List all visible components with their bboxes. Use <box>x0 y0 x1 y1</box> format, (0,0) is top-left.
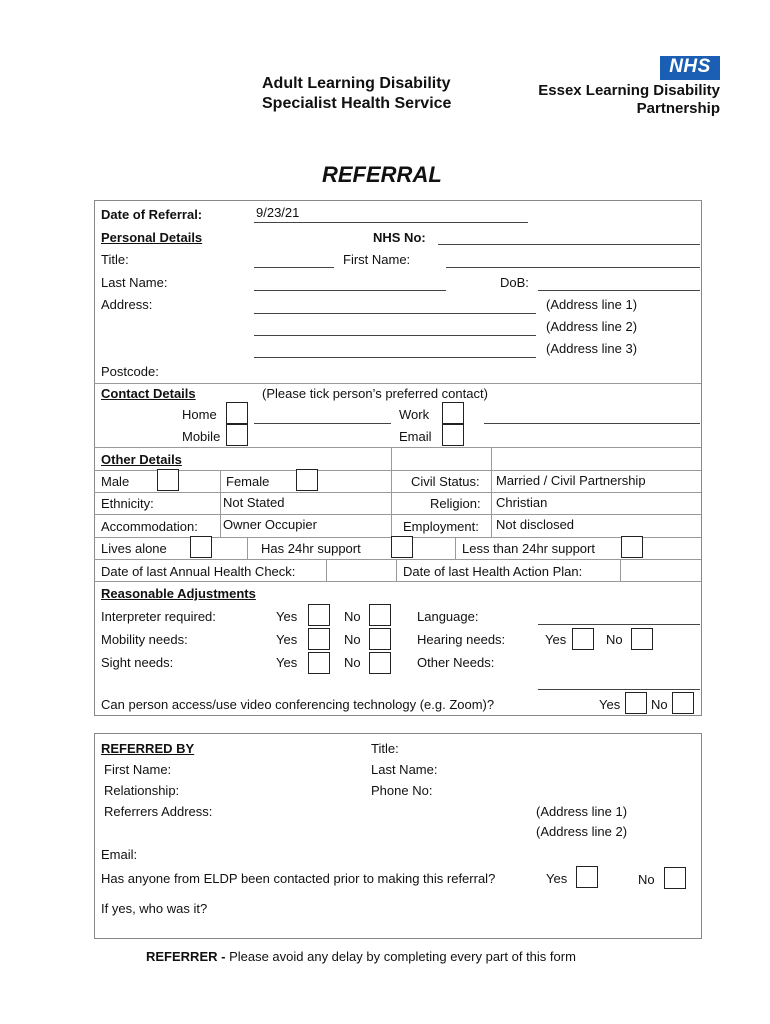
male-label: Male <box>101 474 130 489</box>
work-checkbox[interactable] <box>442 402 464 424</box>
divider <box>94 470 701 471</box>
home-phone-field[interactable] <box>254 423 391 424</box>
divider <box>391 447 392 537</box>
referrer-relationship-label: Relationship: <box>104 783 180 798</box>
video-conferencing-question: Can person access/use video conferencing technology (e.g. Zoom)? <box>101 697 495 712</box>
service-name-line2: Specialist Health Service <box>262 95 452 112</box>
civil-status-value[interactable]: Married / Civil Partnership <box>496 473 646 488</box>
who-contacted-label: If yes, who was it? <box>101 901 208 916</box>
divider <box>491 447 492 537</box>
divider <box>220 470 221 537</box>
interpreter-no-checkbox[interactable] <box>369 604 391 626</box>
civil-status-label: Civil Status: <box>411 474 480 489</box>
date-of-referral-value[interactable]: 9/23/21 <box>256 205 300 220</box>
divider <box>247 537 248 559</box>
divider <box>326 559 327 581</box>
mobility-no-label: No <box>344 632 361 647</box>
mobile-label: Mobile <box>182 429 221 444</box>
interpreter-label: Interpreter required: <box>101 609 216 624</box>
mobility-yes-checkbox[interactable] <box>308 628 330 650</box>
referrer-email-label: Email: <box>101 847 138 862</box>
mobility-yes-label: Yes <box>276 632 298 647</box>
sight-no-label: No <box>344 655 361 670</box>
referrer-address-line1-hint: (Address line 1) <box>536 804 628 819</box>
title-label: Title: <box>101 252 129 267</box>
employment-label: Employment: <box>403 519 479 534</box>
lives-alone-checkbox[interactable] <box>190 536 212 558</box>
home-label: Home <box>182 407 217 422</box>
contact-preference-note: (Please tick person’s preferred contact) <box>262 386 488 401</box>
sight-yes-checkbox[interactable] <box>308 652 330 674</box>
service-name-line1: Adult Learning Disability <box>262 75 451 92</box>
eldp-contacted-question: Has anyone from ELDP been contacted prior to making this referral? <box>101 871 496 886</box>
divider <box>94 492 701 493</box>
interpreter-yes-label: Yes <box>276 609 298 624</box>
date-of-referral-line <box>254 222 528 223</box>
first-name-label: First Name: <box>343 252 411 267</box>
divider <box>94 559 701 560</box>
address-line2-field[interactable] <box>254 335 536 336</box>
footer-text: Please avoid any delay by completing every part of this form <box>229 949 576 964</box>
mobile-checkbox[interactable] <box>226 424 248 446</box>
divider <box>396 559 397 581</box>
less-support-checkbox[interactable] <box>621 536 643 558</box>
employment-value[interactable]: Not disclosed <box>496 517 575 532</box>
ethnicity-label: Ethnicity: <box>101 496 154 511</box>
video-yes-label: Yes <box>599 697 621 712</box>
reasonable-adjustments-heading: Reasonable Adjustments <box>101 586 256 601</box>
less-support-label: Less than 24hr support <box>462 541 595 556</box>
address-line1-hint: (Address line 1) <box>546 297 638 312</box>
language-field[interactable] <box>538 624 700 625</box>
address-line1-field[interactable] <box>254 313 536 314</box>
sight-no-checkbox[interactable] <box>369 652 391 674</box>
other-needs-field[interactable] <box>538 689 700 690</box>
lives-alone-label: Lives alone <box>101 541 167 556</box>
divider <box>455 537 456 559</box>
nhs-no-label: NHS No: <box>373 230 426 245</box>
nhs-no-field[interactable] <box>438 244 700 245</box>
eldp-contacted-yes-checkbox[interactable] <box>576 866 598 888</box>
referrer-address-label: Referrers Address: <box>104 804 213 819</box>
hearing-no-checkbox[interactable] <box>631 628 653 650</box>
video-no-label: No <box>651 697 668 712</box>
nhs-logo: NHS <box>660 56 720 80</box>
female-label: Female <box>226 474 270 489</box>
accommodation-label: Accommodation: <box>101 519 198 534</box>
divider <box>94 581 701 582</box>
first-name-field[interactable] <box>446 267 700 268</box>
divider <box>620 559 621 581</box>
dob-field[interactable] <box>538 290 700 291</box>
form-title: REFERRAL <box>322 162 442 187</box>
postcode-label: Postcode: <box>101 364 159 379</box>
sight-yes-label: Yes <box>276 655 298 670</box>
eldp-contacted-yes-label: Yes <box>546 871 568 886</box>
address-line3-field[interactable] <box>254 357 536 358</box>
hearing-yes-checkbox[interactable] <box>572 628 594 650</box>
male-checkbox[interactable] <box>157 469 179 491</box>
religion-value[interactable]: Christian <box>496 495 548 510</box>
eldp-contacted-no-label: No <box>638 872 655 887</box>
contact-details-heading: Contact Details <box>101 386 196 401</box>
divider <box>94 514 701 515</box>
referrer-address-line2-hint: (Address line 2) <box>536 824 628 839</box>
footer-note <box>146 949 576 964</box>
divider <box>94 383 701 384</box>
female-checkbox[interactable] <box>296 469 318 491</box>
video-yes-checkbox[interactable] <box>625 692 647 714</box>
personal-details-heading: Personal Details <box>101 230 203 245</box>
home-checkbox[interactable] <box>226 402 248 424</box>
referred-by-heading: REFERRED BY <box>101 741 195 756</box>
last-name-label: Last Name: <box>101 275 168 290</box>
address-label: Address: <box>101 297 153 312</box>
referrer-first-name-label: First Name: <box>104 762 172 777</box>
work-label: Work <box>399 407 430 422</box>
health-action-plan-label: Date of last Health Action Plan: <box>403 564 583 579</box>
referrer-phone-label: Phone No: <box>371 783 433 798</box>
dob-label: DoB: <box>500 275 529 290</box>
hearing-label: Hearing needs: <box>417 632 506 647</box>
email-label: Email <box>399 429 432 444</box>
work-phone-field[interactable] <box>484 423 700 424</box>
title-field[interactable] <box>254 267 334 268</box>
annual-health-check-label: Date of last Annual Health Check: <box>101 564 296 579</box>
interpreter-no-label: No <box>344 609 361 624</box>
ethnicity-value[interactable]: Not Stated <box>223 495 285 510</box>
accommodation-value[interactable]: Owner Occupier <box>223 517 317 532</box>
referrer-title-label: Title: <box>371 741 399 756</box>
org-name-line2: Partnership <box>636 100 720 117</box>
religion-label: Religion: <box>430 496 481 511</box>
divider <box>94 447 701 448</box>
other-needs-label: Other Needs: <box>417 655 495 670</box>
last-name-field[interactable] <box>254 290 446 291</box>
footer-bold: REFERRER - <box>146 949 230 964</box>
address-line3-hint: (Address line 3) <box>546 341 638 356</box>
has-support-label: Has 24hr support <box>261 541 361 556</box>
email-checkbox[interactable] <box>442 424 464 446</box>
language-label: Language: <box>417 609 479 624</box>
mobility-no-checkbox[interactable] <box>369 628 391 650</box>
referrer-last-name-label: Last Name: <box>371 762 438 777</box>
video-no-checkbox[interactable] <box>672 692 694 714</box>
mobility-label: Mobility needs: <box>101 632 188 647</box>
has-support-checkbox[interactable] <box>391 536 413 558</box>
org-name-line1: Essex Learning Disability <box>538 82 720 99</box>
address-line2-hint: (Address line 2) <box>546 319 638 334</box>
eldp-contacted-no-checkbox[interactable] <box>664 867 686 889</box>
other-details-heading: Other Details <box>101 452 182 467</box>
interpreter-yes-checkbox[interactable] <box>308 604 330 626</box>
sight-label: Sight needs: <box>101 655 174 670</box>
date-of-referral-label: Date of Referral: <box>101 207 203 222</box>
hearing-yes-label: Yes <box>545 632 567 647</box>
hearing-no-label: No <box>606 632 623 647</box>
